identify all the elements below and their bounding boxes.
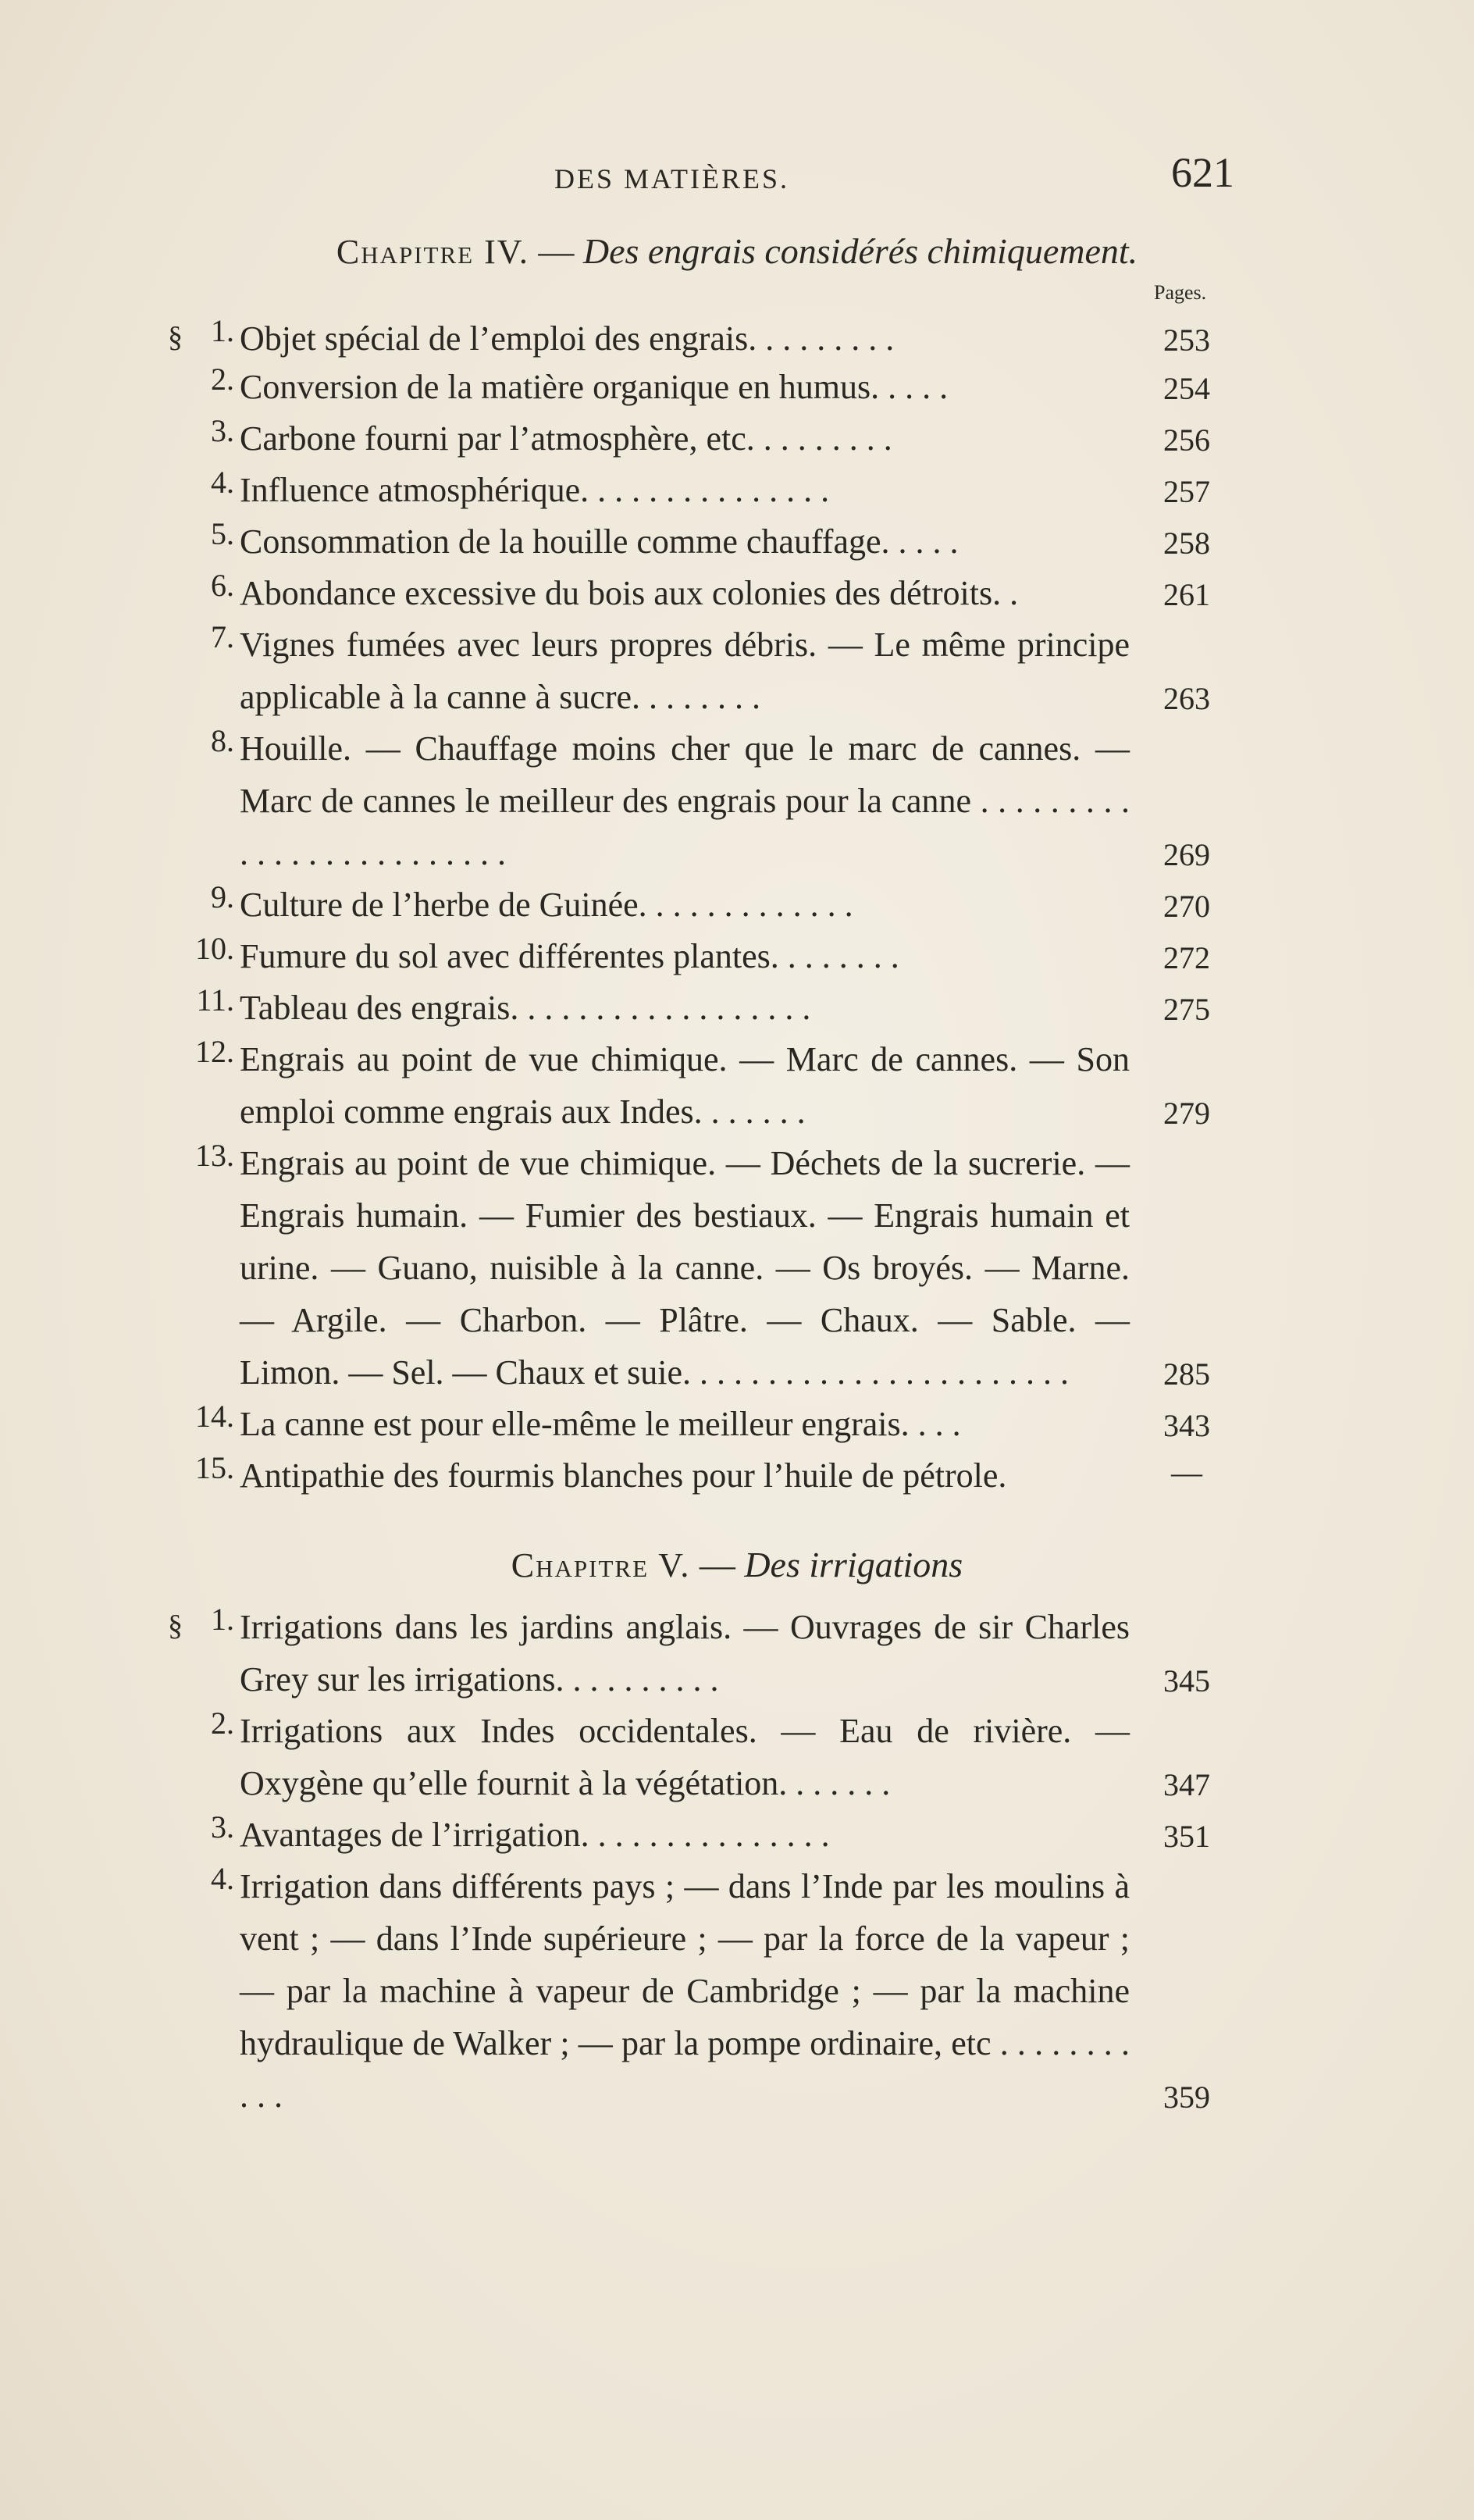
- entry-text: Objet spécial de l’emploi des engrais. . . . . . . . .: [240, 319, 895, 358]
- entry-number: 2.: [211, 362, 234, 397]
- entry-text: Culture de l’herbe de Guinée. . . . . . . . . . . . .: [240, 886, 853, 924]
- entry-page: 343: [1163, 1408, 1210, 1443]
- entry-page: 285: [1163, 1356, 1210, 1392]
- entry-number: 5.: [211, 516, 234, 551]
- entry-text: Vignes fumées avec leurs propres débris. — Le même principe applicable à la canne à sucre. . . . . . . .: [240, 626, 1130, 716]
- pages-column-label: Pages.: [1154, 281, 1207, 304]
- entry-text: Irrigation dans différents pays ; — dans l’Inde par les moulins à vent ; — dans l’Inde supérieure ; — par la force de la vapeur ; — par la machine à vapeur de Cambridge ; — par la machine hydraulique de Walker ; — par la pompe ordinaire, etc . . . . . . . . . . .: [240, 1867, 1130, 2115]
- chapter-4-title: Des engrais considérés chimiquement.: [582, 231, 1138, 271]
- running-head-title: DES MATIÈRES.: [554, 163, 790, 194]
- entry-number: 4.: [211, 465, 234, 500]
- entry-text: Carbone fourni par l’atmosphère, etc. . . . . . . . .: [240, 419, 892, 458]
- entry-page: 254: [1163, 371, 1210, 406]
- entry-number: 3.: [211, 413, 234, 448]
- entry-number: 2.: [211, 1706, 234, 1741]
- entry-page: 275: [1163, 992, 1210, 1027]
- entry-page: 279: [1163, 1096, 1210, 1131]
- chapter-5-heading: [0, 1544, 1474, 1585]
- entry-text: Conversion de la matière organique en humus. . . . .: [240, 368, 949, 406]
- entry-text: Houille. — Chauffage moins cher que le marc de cannes. — Marc de cannes le meilleur des engrais pour la canne . . . . . . . . . . . . . . . . . . . . . . . . .: [240, 729, 1130, 872]
- entry-text: Fumure du sol avec différentes plantes. . . . . . . .: [240, 937, 899, 975]
- entry-page: 258: [1163, 526, 1210, 561]
- entry-page: 351: [1163, 1819, 1210, 1854]
- chapter-4-sep: —: [529, 231, 583, 271]
- entry-number: 11.: [196, 982, 234, 1018]
- entry-number: 12.: [195, 1034, 234, 1069]
- entry-page: 347: [1163, 1767, 1210, 1802]
- entry-number: 6.: [211, 568, 234, 603]
- chapter-5-label: Chapitre V.: [511, 1546, 691, 1584]
- running-head: [0, 148, 1474, 195]
- entry-page: 253: [1163, 323, 1210, 358]
- entry-number: 7.: [211, 619, 234, 654]
- entry-page: 359: [1163, 2080, 1210, 2115]
- entry-text: Consommation de la houille comme chauffage. . . . .: [240, 522, 959, 561]
- entry-text: Influence atmosphérique. . . . . . . . . . . . . . .: [240, 471, 830, 509]
- entry-text: Irrigations aux Indes occidentales. — Eau de rivière. — Oxygène qu’elle fournit à la végétation. . . . . . .: [240, 1712, 1130, 1802]
- entry-number: 8.: [211, 723, 234, 758]
- entry-text: Avantages de l’irrigation. . . . . . . . . . . . . . .: [240, 1816, 830, 1854]
- entry-page: 257: [1163, 474, 1210, 509]
- entry-number: 9.: [211, 879, 234, 914]
- chapter-4-label: Chapitre IV.: [336, 233, 529, 271]
- entry-page: 256: [1163, 422, 1210, 458]
- chapter-5-sep: —: [690, 1545, 745, 1584]
- entry-number: 1.: [211, 313, 234, 348]
- entry-number: 1.: [211, 1602, 234, 1637]
- entry-text: Irrigations dans les jardins anglais. — Ouvrages de sir Charles Grey sur les irrigations. . . . . . . . . .: [240, 1608, 1130, 1698]
- section-sign: §: [168, 321, 183, 354]
- chapter-5-title: Des irrigations: [744, 1545, 963, 1584]
- entry-page: 263: [1163, 681, 1210, 716]
- page-number: 621: [1171, 149, 1234, 196]
- entry-page: —: [1171, 1455, 1202, 1490]
- entry-number: 13.: [195, 1138, 234, 1173]
- entry-text: Engrais au point de vue chimique. — Marc de cannes. — Son emploi comme engrais aux Indes. . . . . . .: [240, 1040, 1130, 1131]
- entry-text: Tableau des engrais. . . . . . . . . . . . . . . . . .: [240, 989, 811, 1027]
- chapter-4-heading: [0, 230, 1474, 272]
- entry-page: 270: [1163, 889, 1210, 924]
- entry-number: 4.: [211, 1861, 234, 1896]
- section-sign: §: [168, 1609, 183, 1642]
- entry-text: Engrais au point de vue chimique. — Déchets de la sucrerie. — Engrais humain. — Fumier des bestiaux. — Engrais humain et urine. — Guano, nuisible à la canne. — Os broyés. — Marne. — Argile. — Charbon. — Plâtre. — Chaux. — Sable. — Limon. — Sel. — Chaux et suie. . . . . . . . . . . . . . . . . . . . . . .: [240, 1144, 1130, 1392]
- entry-page: 269: [1163, 837, 1210, 872]
- entry-number: 3.: [211, 1809, 234, 1845]
- entry-text: Abondance excessive du bois aux colonies des détroits. .: [240, 574, 1019, 612]
- entry-text: La canne est pour elle-même le meilleur engrais. . . .: [240, 1405, 961, 1443]
- entry-number: 10.: [195, 931, 234, 966]
- entry-number: 14.: [195, 1399, 234, 1434]
- entry-number: 15.: [195, 1450, 234, 1485]
- entry-page: 261: [1163, 577, 1210, 612]
- entry-text: Antipathie des fourmis blanches pour l’huile de pétrole.: [240, 1456, 1007, 1495]
- entry-page: 345: [1163, 1663, 1210, 1698]
- entry-page: 272: [1163, 940, 1210, 975]
